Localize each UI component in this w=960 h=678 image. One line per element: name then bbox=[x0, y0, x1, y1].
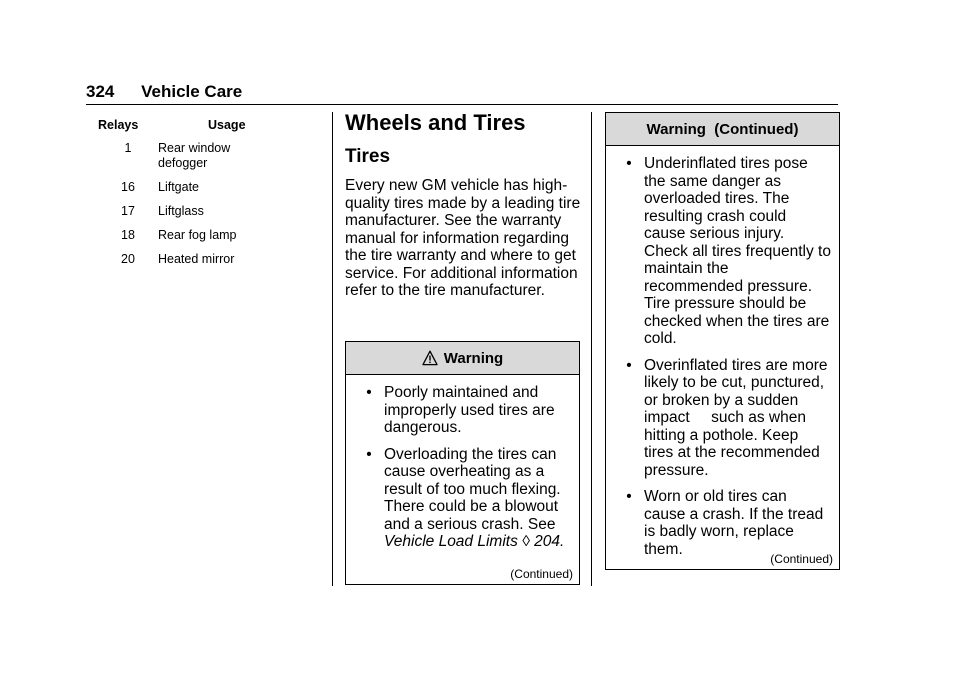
list-item-text bbox=[384, 446, 571, 551]
item-text: Overloading the tires can cause overheating as a result of too much flexing. There could be a blowout and a serious crash. See bbox=[384, 445, 561, 533]
section-title: Vehicle Care bbox=[141, 82, 243, 101]
header-rule bbox=[86, 104, 838, 105]
main-column bbox=[345, 110, 581, 300]
list-item bbox=[614, 357, 831, 480]
warning-title: Warning (Continued) bbox=[646, 120, 799, 138]
cross-reference-title: Vehicle Load Limits bbox=[384, 533, 518, 550]
relay-number: 1 bbox=[124, 141, 132, 155]
relay-usage: Rear fog lamp bbox=[158, 228, 237, 242]
column-divider bbox=[591, 112, 592, 586]
relay-usage: Rear window defogger bbox=[158, 141, 231, 170]
warning-title: Warning bbox=[443, 349, 504, 367]
list-item-text: Underinflated tires pose the same danger as overloaded tires. The resulting crash could cause serious injury. Check all tires frequently to maintain the recommended pressure. Tire pressure should be checked when the tires are cold. bbox=[644, 155, 831, 347]
bullet: • bbox=[626, 488, 632, 505]
warning-list bbox=[346, 384, 579, 551]
bullet: • bbox=[366, 445, 372, 463]
relay-usage: Heated mirror bbox=[158, 252, 235, 266]
table-row bbox=[98, 141, 268, 171]
table-row bbox=[98, 180, 268, 195]
bullet: • bbox=[626, 356, 632, 374]
list-item-text: Overinflated tires are more likely to be cut, punctured, or broken by a sudden impact such as when hitting a pothole. Keep tires at the recommended pressure. bbox=[644, 356, 832, 479]
page-ref-icon: ◊ bbox=[522, 533, 530, 550]
relays-table bbox=[98, 118, 268, 276]
relays-column-header: Relays bbox=[98, 118, 139, 132]
warning-header bbox=[346, 342, 579, 375]
section-heading: Tires bbox=[345, 146, 391, 167]
relay-number: 20 bbox=[121, 252, 135, 266]
bullet: • bbox=[626, 155, 632, 172]
warning-icon bbox=[422, 350, 438, 366]
cross-reference-page: 204 bbox=[534, 533, 561, 550]
list-item bbox=[614, 488, 831, 558]
warning-header bbox=[606, 113, 839, 146]
table-row bbox=[98, 204, 268, 219]
table-row bbox=[98, 228, 268, 243]
item-end: . bbox=[560, 533, 565, 550]
list-item-text: Poorly maintained and improperly used tires are dangerous. bbox=[384, 384, 555, 436]
list-item bbox=[354, 446, 571, 551]
relays-table-header bbox=[98, 118, 268, 132]
page-number: 324 bbox=[86, 82, 115, 101]
table-row bbox=[98, 252, 268, 267]
warning-box bbox=[345, 341, 580, 585]
cross-reference-link[interactable] bbox=[384, 533, 560, 550]
continued-note: (Continued) bbox=[510, 567, 573, 581]
page-header bbox=[86, 82, 242, 102]
list-item-text: Worn or old tires can cause a crash. If the tread is badly worn, replace them. bbox=[644, 488, 824, 558]
column-divider bbox=[332, 112, 333, 586]
relay-number: 17 bbox=[121, 204, 135, 218]
relay-usage: Liftgate bbox=[158, 180, 200, 194]
list-item bbox=[614, 155, 831, 348]
relay-number: 18 bbox=[121, 228, 135, 242]
warning-list bbox=[606, 155, 839, 558]
list-item bbox=[354, 384, 571, 437]
relay-usage: Liftglass bbox=[158, 204, 204, 218]
page-title: Wheels and Tires bbox=[345, 110, 526, 135]
intro-paragraph: Every new GM vehicle has high-quality tires made by a leading tire manufacturer. See the warranty manual for information regarding the tire warranty and where to get service. For additional information refer to the tire manufacturer. bbox=[345, 177, 581, 299]
relay-number: 16 bbox=[121, 180, 135, 194]
usage-column-header: Usage bbox=[208, 118, 246, 132]
bullet: • bbox=[366, 384, 372, 401]
warning-box-continued bbox=[605, 112, 840, 570]
continued-note: (Continued) bbox=[770, 552, 833, 566]
